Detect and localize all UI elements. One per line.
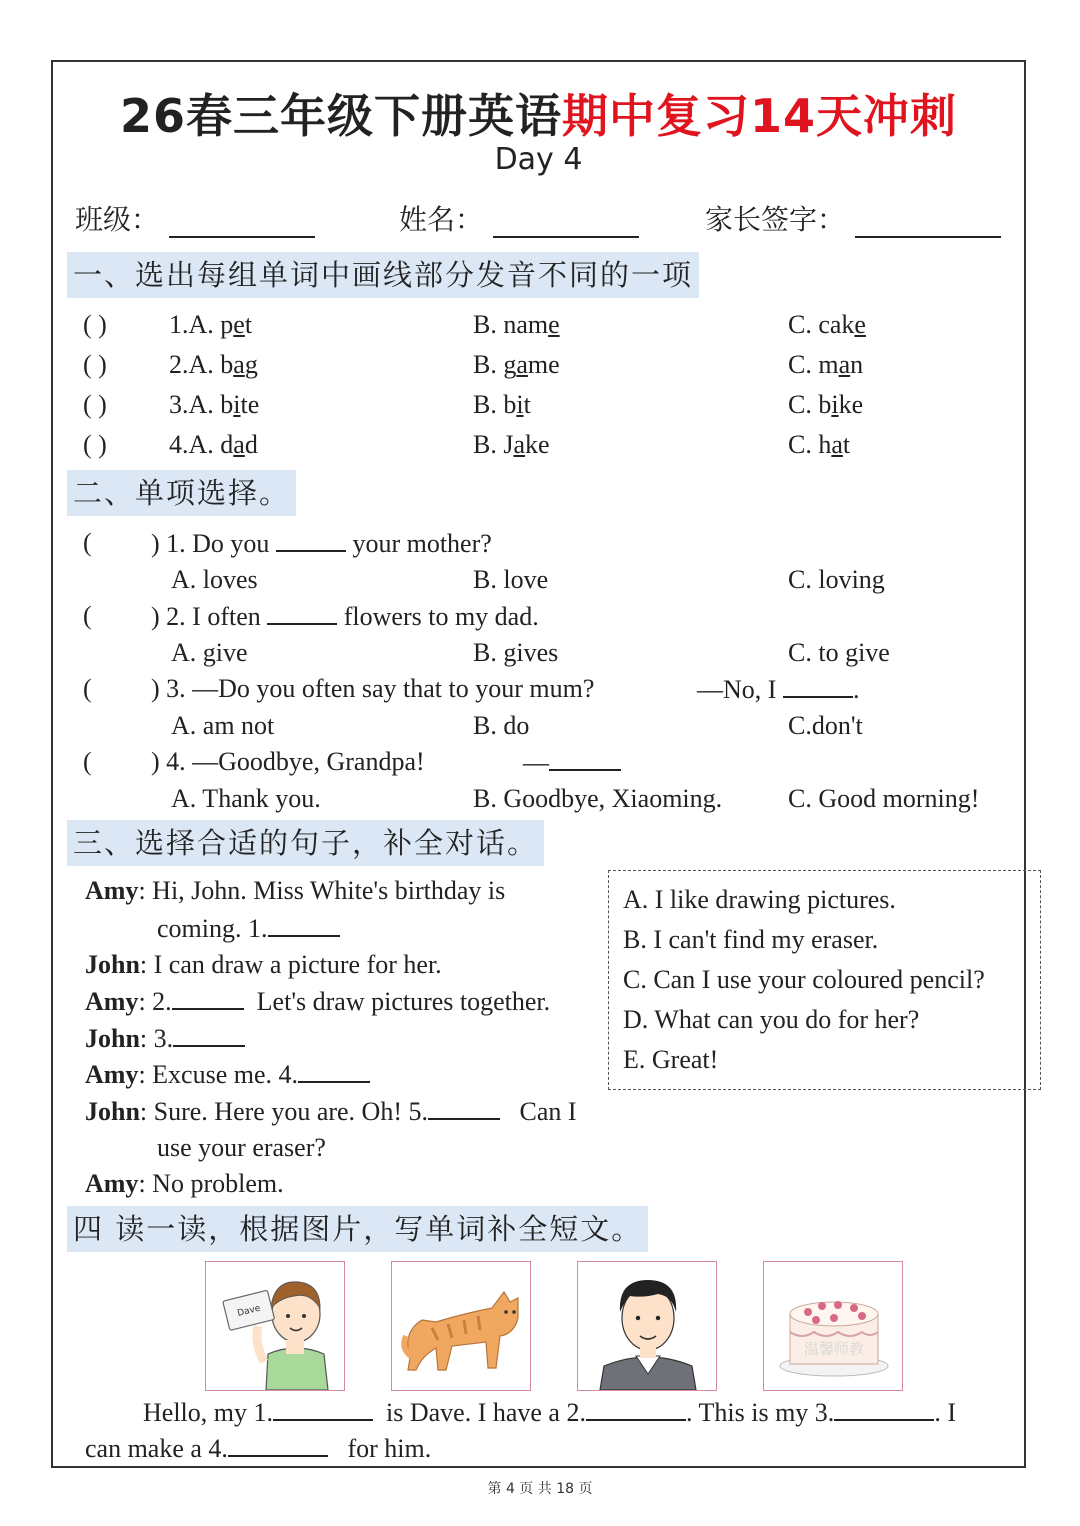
part1-q3-b: B. bit [473, 390, 531, 419]
dialogue-line-7: John: Sure. Here you are. Oh! 5. Can I [85, 1097, 577, 1126]
page-title [53, 80, 1024, 146]
dialogue-line-4: Amy: 2. Let's draw pictures together. [85, 987, 551, 1016]
name-label: 姓名： [399, 203, 484, 236]
passage-line-1: Hello, my 1. is Dave. I have a 2. . This is my 3. . I [143, 1398, 956, 1427]
page-footer: 第 4 页 共 18 页 [487, 1481, 593, 1497]
options-box [608, 870, 1041, 1090]
part2-q2-b: B. gives [473, 638, 559, 667]
dialogue-line-9: Amy: No problem. [85, 1169, 284, 1198]
picture-cake [763, 1261, 903, 1391]
blank-3[interactable] [173, 1023, 245, 1047]
dialogue-line-8: use your eraser? [157, 1133, 326, 1162]
part2-q1-b: B. love [473, 565, 549, 594]
part1-q2-b: B. game [473, 350, 560, 379]
name-blank[interactable] [493, 206, 639, 238]
part2-q3-paren[interactable]: ( [83, 674, 92, 703]
picture-man [577, 1261, 717, 1391]
parent-sign-field [705, 198, 1001, 238]
card-text: Dave [236, 1303, 262, 1319]
part2-q1-paren[interactable]: ( [83, 528, 92, 557]
option-a: A. I like drawing pictures. [623, 885, 896, 914]
cat-illustration [392, 1262, 531, 1391]
part2-q4-stem: ) 4. —Goodbye, Grandpa! [151, 747, 425, 776]
picture-boy-name-card [205, 1261, 345, 1391]
parent-sign-label: 家长签字： [705, 203, 846, 236]
part2-q4-a: A. Thank you. [171, 784, 321, 813]
part2-q2-stem: ) 2. I often flowers to my dad. [151, 602, 539, 631]
worksheet [51, 60, 1026, 1468]
blank-4[interactable] [298, 1059, 370, 1083]
part1-q4-b: B. Jake [473, 430, 550, 459]
part1-q2-c: C. man [788, 350, 864, 379]
picture-cat [391, 1261, 531, 1391]
part2-q3-stem: ) 3. —Do you often say that to your mum? [151, 674, 595, 703]
dialogue-line-1: Amy: Hi, John. Miss White's birthday is [85, 876, 506, 905]
passage-line-2: can make a 4. for him. [85, 1434, 432, 1463]
man-illustration [578, 1262, 717, 1391]
watermark: 温馨师教 [803, 1340, 865, 1358]
title-black: 26春三年级下册英语 [119, 89, 562, 143]
part1-q2-a: 2.A. bag [169, 350, 258, 379]
part2-q1-a: A. loves [171, 565, 258, 594]
part1-q1-b: B. name [473, 310, 560, 339]
option-c: C. Can I use your coloured pencil? [623, 965, 985, 994]
blank-1[interactable] [268, 913, 340, 937]
part2-q2-paren[interactable]: ( [83, 601, 92, 630]
part2-q4-b: B. Goodbye, Xiaoming. [473, 784, 723, 813]
passage-blank-2[interactable] [586, 1397, 686, 1421]
dialogue-line-3: John: I can draw a picture for her. [85, 950, 442, 979]
option-e: E. Great! [623, 1045, 719, 1074]
class-blank[interactable] [169, 206, 315, 238]
dialogue-line-5: John: 3. [85, 1023, 245, 1054]
section-2-heading: 二、单项选择。 [67, 470, 296, 516]
passage-blank-4[interactable] [228, 1433, 328, 1457]
option-b: B. I can't find my eraser. [623, 925, 879, 954]
title-red: 期中复习14天冲刺 [562, 89, 958, 143]
name-field [399, 198, 639, 238]
day-label: Day 4 [494, 142, 583, 177]
part2-q2-c: C. to give [788, 638, 890, 667]
part1-q1-c: C. cake [788, 310, 866, 339]
dialogue-line-6: Amy: Excuse me. 4. [85, 1059, 370, 1090]
boy-illustration [206, 1262, 345, 1391]
part2-q4-c: C. Good morning! [788, 784, 980, 813]
part2-q1-c: C. loving [788, 565, 885, 594]
part2-q3-a: A. am not [171, 711, 275, 740]
part2-q3-answer: —No, I . [697, 675, 860, 704]
blank-5[interactable] [428, 1096, 500, 1120]
section-3-heading: 三、选择合适的句子，补全对话。 [67, 820, 544, 866]
part1-q4-paren[interactable]: ( ) [83, 430, 107, 459]
part2-q4-answer: — [523, 747, 621, 778]
part1-q4-a: 4.A. dad [169, 430, 258, 459]
part2-q3-b: B. do [473, 711, 530, 740]
part1-q2-paren[interactable]: ( ) [83, 350, 107, 379]
section-4-heading: 四 读一读，根据图片，写单词补全短文。 [67, 1206, 648, 1252]
section-1-heading: 一、选出每组单词中画线部分发音不同的一项 [67, 252, 699, 298]
class-field [75, 198, 315, 238]
option-d: D. What can you do for her? [623, 1005, 920, 1034]
parent-sign-blank[interactable] [855, 206, 1001, 238]
cake-illustration [764, 1262, 903, 1391]
blank-2[interactable] [172, 986, 244, 1010]
part1-q1-paren[interactable]: ( ) [83, 310, 107, 339]
part1-q3-a: 3.A. bite [169, 390, 260, 419]
passage-blank-1[interactable] [273, 1397, 373, 1421]
part1-q1-a: 1.A. pet [169, 310, 253, 339]
part2-q4-paren[interactable]: ( [83, 747, 92, 776]
part2-q3-c: C.don't [788, 711, 863, 740]
part1-q3-c: C. bike [788, 390, 864, 419]
dialogue-line-2: coming. 1. [157, 913, 340, 944]
class-label: 班级： [75, 203, 160, 236]
part2-q2-a: A. give [171, 638, 248, 667]
part2-q1-stem: ) 1. Do you your mother? [151, 529, 492, 558]
passage-blank-3[interactable] [834, 1397, 934, 1421]
part1-q4-c: C. hat [788, 430, 851, 459]
part1-q3-paren[interactable]: ( ) [83, 390, 107, 419]
